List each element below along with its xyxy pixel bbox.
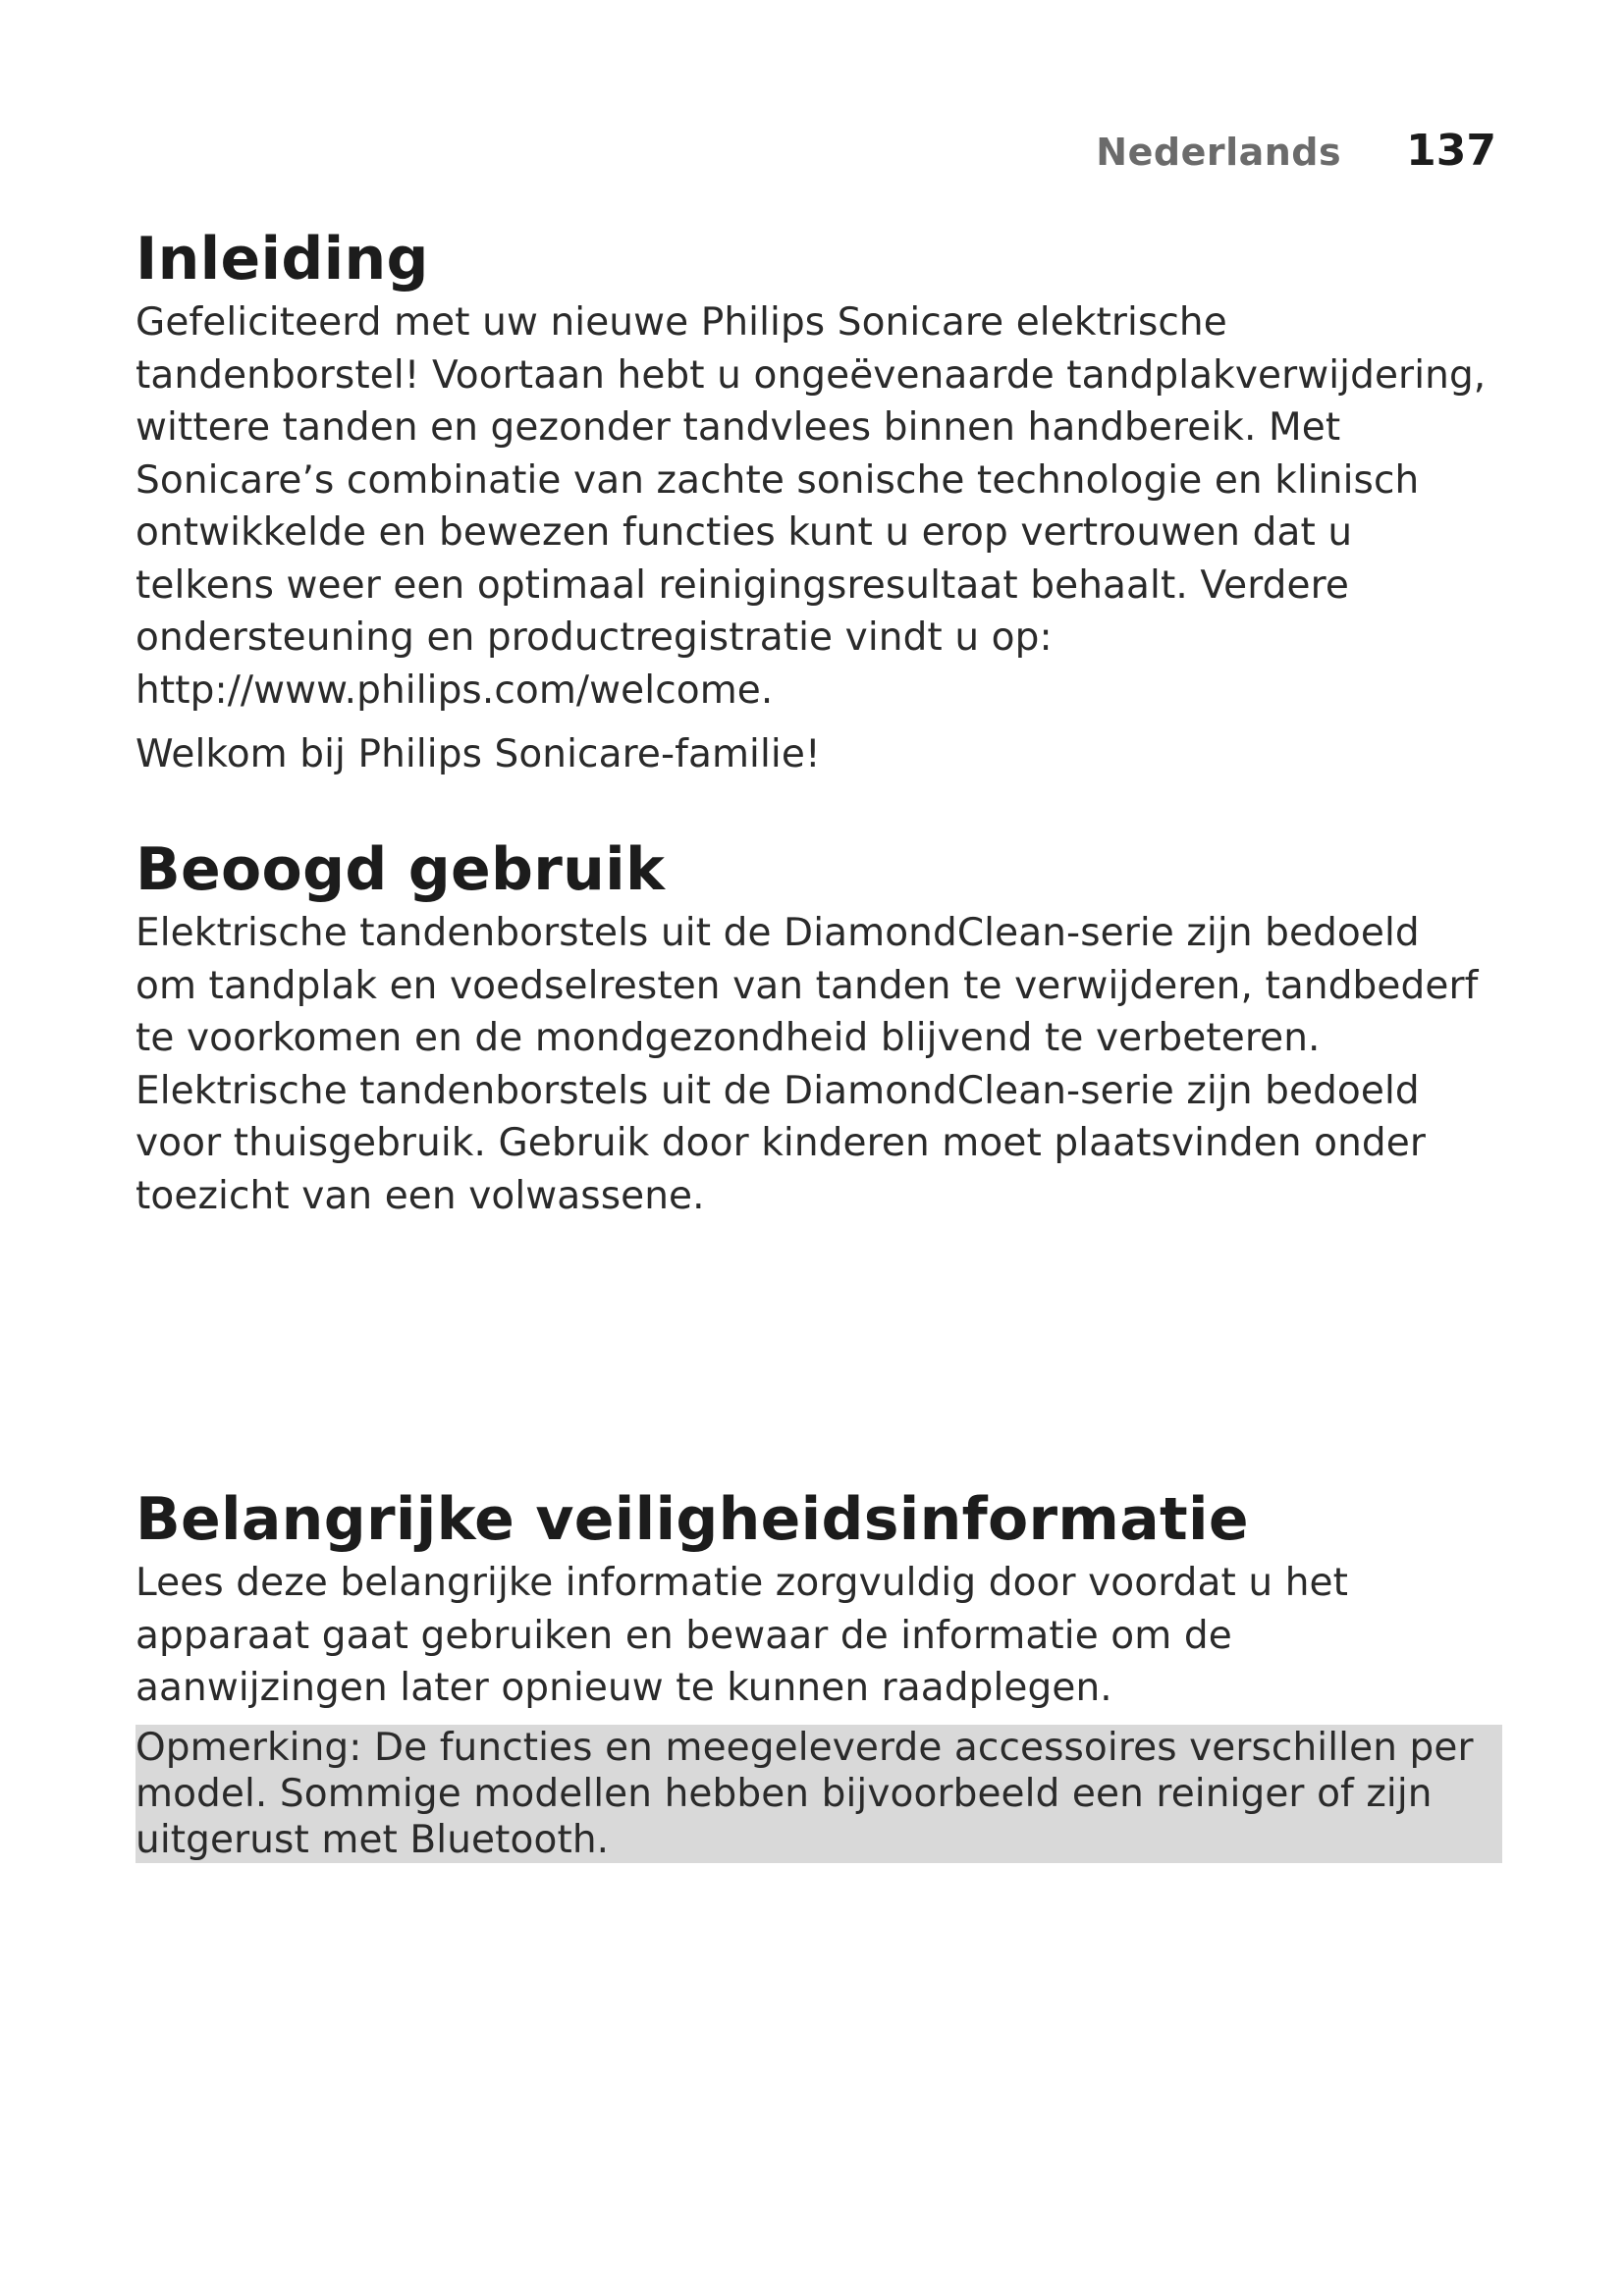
- intended-use-line: toezicht van een volwassene.: [135, 1173, 705, 1218]
- note-line: model. Sommige modellen hebben bijvoorbeeld een reiniger of zijn: [135, 1771, 1433, 1816]
- intro-line: ontwikkelde en bewezen functies kunt u erop vertrouwen dat u: [135, 510, 1353, 555]
- intended-use-line: Elektrische tandenborstels uit de DiamondClean-serie zijn bedoeld: [135, 911, 1420, 955]
- note-box: [135, 1725, 1502, 1863]
- intro-line: wittere tanden en gezonder tandvlees binnen handbereik. Met: [135, 405, 1341, 450]
- intro-paragraph: [135, 296, 1500, 717]
- intro-line: telkens weer een optimaal reinigingsresultaat behaalt. Verdere: [135, 562, 1349, 608]
- intended-use-line: Elektrische tandenborstels uit de DiamondClean-serie zijn bedoeld: [135, 1068, 1420, 1113]
- section-safety: [135, 1484, 1500, 1863]
- section-intended-use: [135, 834, 1500, 1222]
- safety-paragraph: [135, 1557, 1500, 1715]
- intended-use-line: voor thuisgebruik. Gebruik door kinderen moet plaatsvinden onder: [135, 1121, 1427, 1165]
- safety-line: apparaat gaat gebruiken en bewaar de informatie om de: [135, 1613, 1232, 1658]
- intended-use-line: om tandplak en voedselresten van tanden te verwijderen, tandbederf: [135, 963, 1479, 1008]
- intro-line: Sonicare’s combinatie van zachte sonische technologie en klinisch: [135, 457, 1420, 503]
- safety-line: aanwijzingen later opnieuw te kunnen raadplegen.: [135, 1666, 1112, 1710]
- intended-use-paragraph: [135, 907, 1500, 1222]
- section-intro: [135, 224, 1500, 781]
- running-header: [1096, 126, 1496, 176]
- intro-line: ondersteuning en productregistratie vindt u op:: [135, 615, 1053, 660]
- safety-line: Lees deze belangrijke informatie zorgvuldig door voordat u het: [135, 1561, 1349, 1605]
- welcome-text: Welkom bij Philips Sonicare-familie!: [135, 732, 821, 776]
- intro-line: tandenborstel! Voortaan hebt u ongeëvenaarde tandplakverwijdering,: [135, 352, 1487, 398]
- note-line: uitgerust met Bluetooth.: [135, 1817, 610, 1862]
- section-title-intro: Inleiding: [135, 225, 429, 294]
- intro-line: Gefeliciteerd met uw nieuwe Philips Sonicare elektrische: [135, 300, 1227, 345]
- page-number: 137: [1406, 126, 1496, 176]
- note-line: Opmerking: De functies en meegeleverde accessoires verschillen per: [135, 1725, 1474, 1770]
- language-label: Nederlands: [1096, 131, 1342, 174]
- note-text: [135, 1725, 1502, 1863]
- section-title-intended-use: Beoogd gebruik: [135, 835, 666, 904]
- welcome-url: http://www.philips.com/welcome.: [135, 667, 774, 713]
- section-title-safety: Belangrijke veiligheidsinformatie: [135, 1485, 1249, 1554]
- intended-use-line: te voorkomen en de mondgezondheid blijvend te verbeteren.: [135, 1016, 1321, 1060]
